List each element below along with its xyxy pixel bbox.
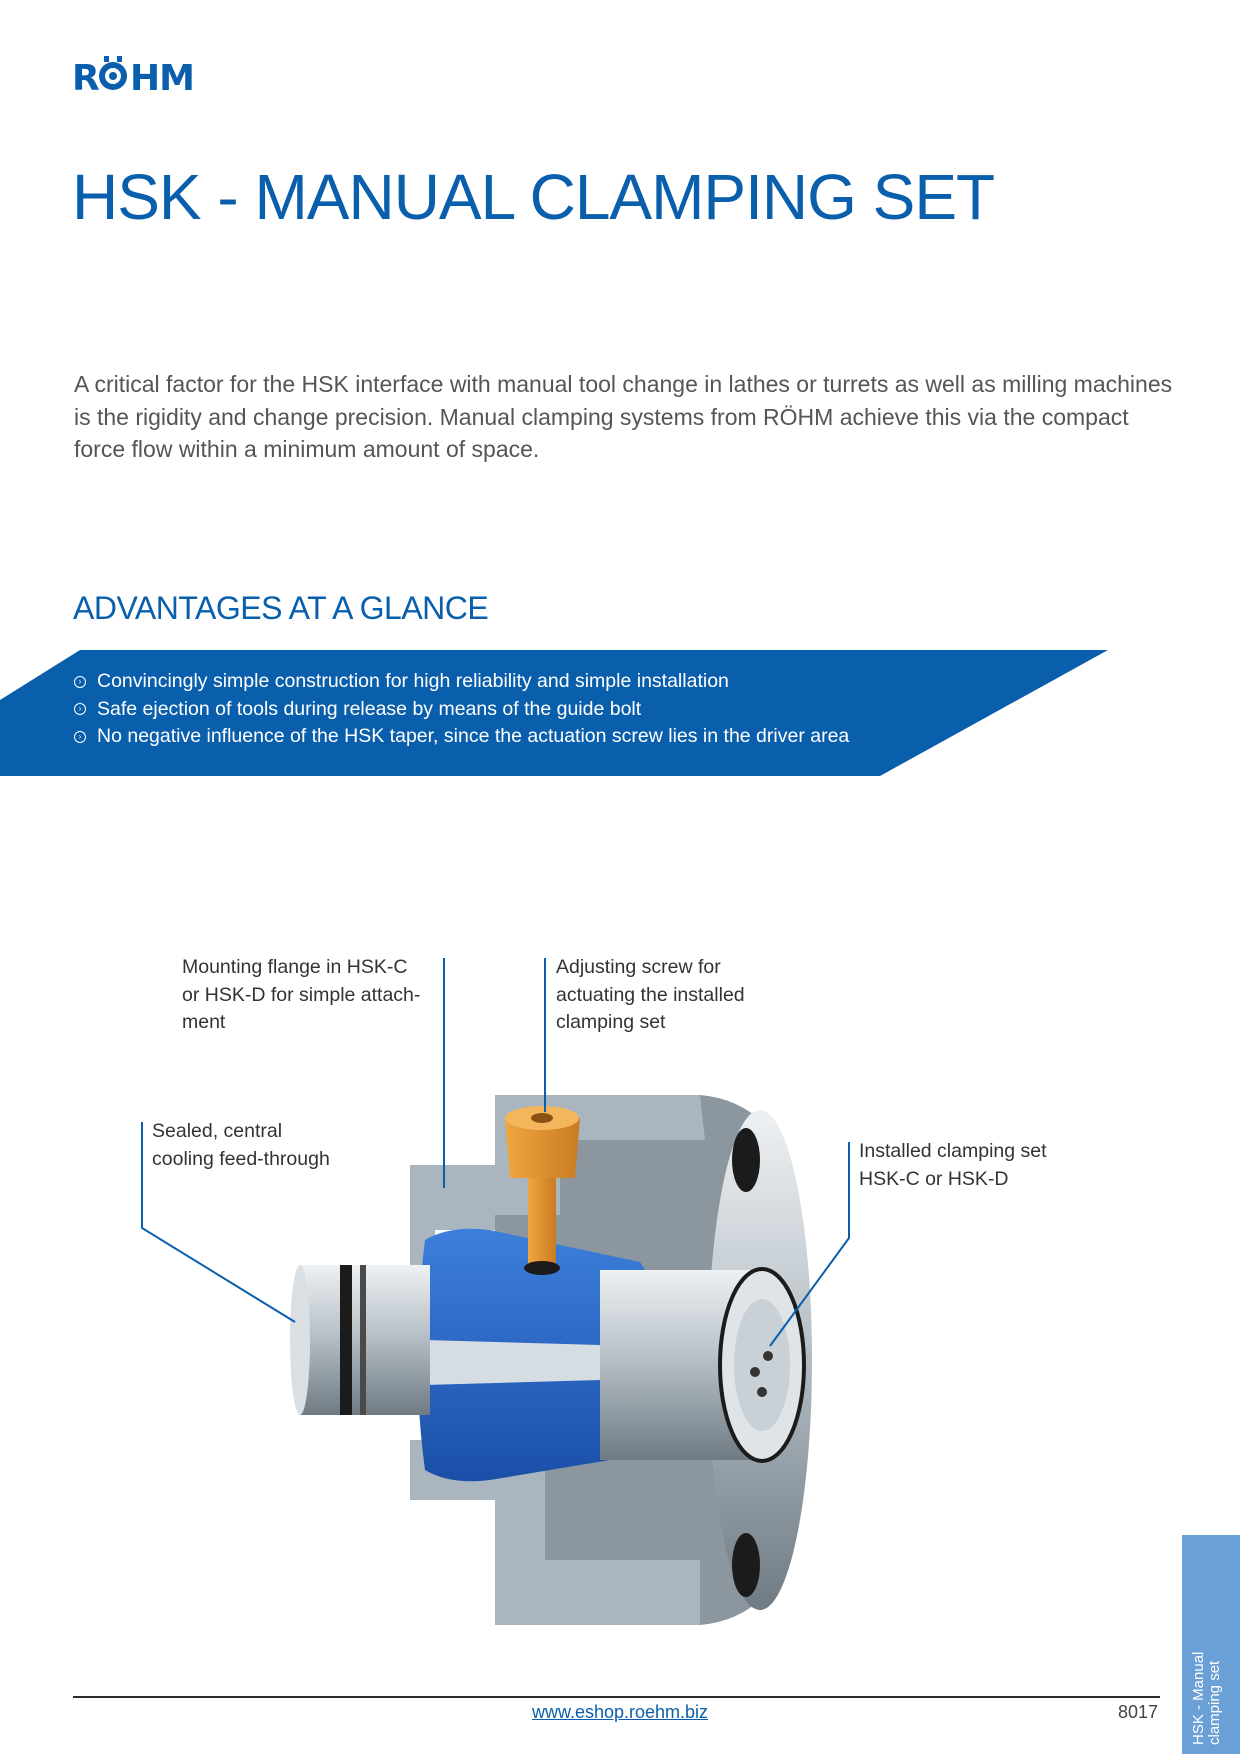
advantage-text: Convincingly simple construction for high reliability and simple installation <box>97 670 729 693</box>
advantage-item <box>74 668 849 696</box>
clamping-set-illustration <box>0 950 1240 1650</box>
shop-link[interactable]: www.eshop.roehm.biz <box>531 1702 709 1722</box>
callout-adjusting-screw: Adjusting screw for actuating the installed clamping set <box>556 956 745 1033</box>
roehm-logo <box>72 52 212 98</box>
intro-paragraph: A critical factor for the HSK interface with manual tool change in lathes or turrets as well as milling machines is the rigidity and change precision. Manual clamping systems from RÖHM achieve this via the compact force flow within a minimum amount of space. <box>74 371 1173 462</box>
advantages-list <box>74 668 849 751</box>
page-title: HSK - MANUAL CLAMPING SET <box>72 161 995 233</box>
advantage-item <box>74 723 849 751</box>
footer-divider <box>73 1696 1160 1698</box>
arrow-circle-icon: › <box>74 676 86 688</box>
page-number: 8017 <box>1118 1702 1159 1722</box>
installed-clamping-set <box>600 1269 804 1461</box>
arrow-circle-icon: › <box>74 731 86 743</box>
svg-text:R: R <box>72 58 99 98</box>
callout-mounting-flange: Mounting flange in HSK-C or HSK-D for simple attach- ment <box>182 956 421 1033</box>
callout-cooling-feed-through: Sealed, central cooling feed-through <box>152 1120 330 1170</box>
section-side-tab-label: HSK - Manual clamping set <box>1190 1651 1223 1745</box>
arrow-circle-icon: › <box>74 703 86 715</box>
advantage-item <box>74 696 849 724</box>
callout-installed-clamping-set: Installed clamping set HSK-C or HSK-D <box>859 1140 1047 1190</box>
advantages-heading: ADVANTAGES AT A GLANCE <box>73 590 489 626</box>
cooling-feed-through <box>290 1265 430 1415</box>
svg-text:HM: HM <box>130 58 194 98</box>
advantage-text: Safe ejection of tools during release by means of the guide bolt <box>97 697 642 720</box>
advantage-text: No negative influence of the HSK taper, since the actuation screw lies in the driver area <box>97 725 850 748</box>
